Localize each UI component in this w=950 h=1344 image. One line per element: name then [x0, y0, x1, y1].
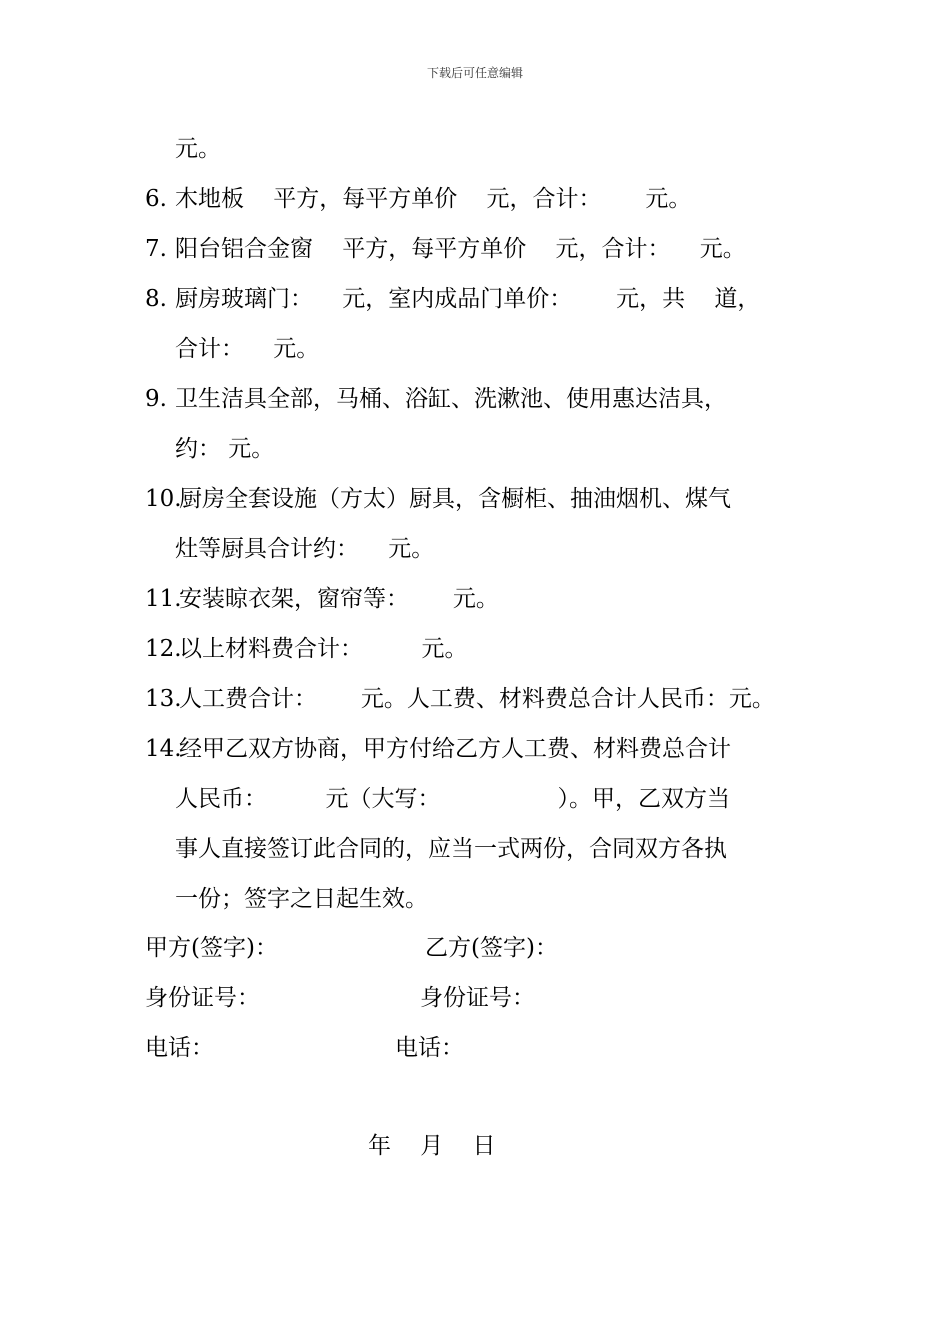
party-b-sign-label: 乙方(签字)：: [425, 935, 558, 961]
item-11: [145, 584, 499, 614]
item-number: 13.: [145, 686, 182, 712]
item-text: 厨房玻璃门： 元，室内成品门单价： 元，共 道，: [175, 286, 761, 312]
item-7: [145, 234, 746, 264]
item-10: [145, 484, 731, 514]
continuation-line: 约： 元。: [175, 436, 275, 462]
item-number: 10.: [145, 486, 182, 512]
item-6: [145, 184, 691, 214]
item-number: 8.: [145, 286, 167, 312]
item-8: [145, 284, 760, 314]
continuation-line: 一份；签字之日起生效。: [175, 886, 428, 912]
header-note: 下载后可任意编辑: [426, 66, 523, 80]
item-text: 卫生洁具全部，马桶、浴缸、洗漱池、使用惠达洁具，: [175, 386, 727, 412]
item-14: [145, 734, 731, 764]
item-13: [145, 684, 775, 714]
party-b-phone-label: 电话：: [395, 1035, 464, 1061]
continuation-line: 人民币： 元（大写： ）。甲，乙双方当: [175, 786, 730, 812]
party-a-id-label: 身份证号：: [145, 985, 260, 1011]
item-text: 木地板 平方，每平方单价 元，合计： 元。: [175, 186, 692, 212]
item-text: 安装晾衣架，窗帘等： 元。: [179, 586, 499, 612]
item-text: 经甲乙双方协商，甲方付给乙方人工费、材料费总合计: [179, 736, 731, 762]
continuation-line: 事人直接签订此合同的，应当一式两份，合同双方各执: [175, 836, 727, 862]
party-b-id-label: 身份证号：: [420, 985, 535, 1011]
item-number: 9.: [145, 386, 167, 412]
date-line: 年 月 日: [368, 1133, 496, 1159]
item-number: 11.: [145, 586, 182, 612]
party-a-phone-label: 电话：: [145, 1035, 214, 1061]
party-a-sign-label: 甲方(签字)：: [145, 935, 278, 961]
continuation-line: 合计： 元。: [175, 336, 320, 362]
item-number: 12.: [145, 636, 182, 662]
item-text: 厨房全套设施（方太）厨具，含橱柜、抽油烟机、煤气: [179, 486, 731, 512]
item-text: 以上材料费合计： 元。: [179, 636, 468, 662]
item-text: 人工费合计： 元。人工费、材料费总合计人民币：元。: [179, 686, 775, 712]
item-number: 6.: [145, 186, 167, 212]
item-9: [145, 384, 727, 414]
continuation-line: 元。: [175, 136, 221, 162]
item-12: [145, 634, 468, 664]
item-number: 14.: [145, 736, 182, 762]
item-text: 阳台铝合金窗 平方，每平方单价 元，合计： 元。: [175, 236, 746, 262]
continuation-line: 灶等厨具合计约： 元。: [175, 536, 435, 562]
item-number: 7.: [145, 236, 167, 262]
